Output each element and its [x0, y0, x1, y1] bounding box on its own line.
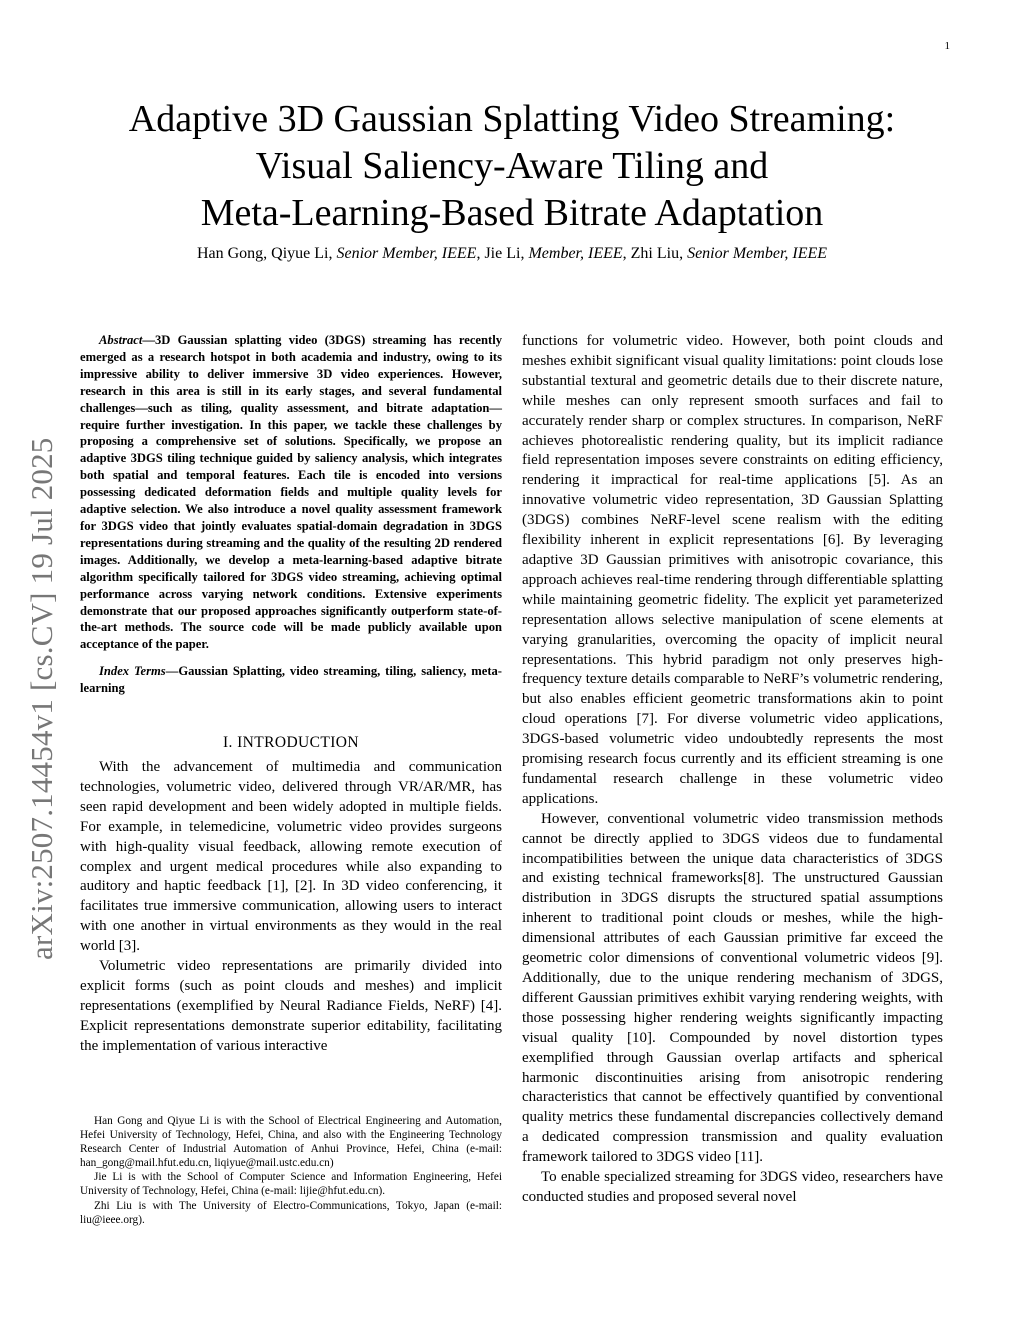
title-line: Adaptive 3D Gaussian Splatting Video Streaming: — [128, 98, 896, 140]
paragraph: With the advancement of multimedia and communication technologies, volumetric video, delivered through VR/AR/MR, has seen rapid development and been widely adopted in multiple fields. For example, in telemedicine, volumetric video provides surgeons with high-quality visual feedback, allowing remote execution of complex and urgent medical procedures while also expanding to auditory and haptic feedback [1], [2]. In 3D video conferencing, it facilitates true immersive communication, allowing users to interact with one another in virtual environments as they would in the real world [3]. — [80, 759, 502, 955]
author-membership: Senior Member, IEEE — [687, 245, 828, 262]
paragraph: To enable specialized streaming for 3DGS video, researchers have conducted studies and proposed several novel — [522, 1169, 943, 1205]
arxiv-identifier-stamp[interactable]: arXiv:2507.14454v1 [cs.CV] 19 Jul 2025 — [24, 437, 59, 960]
author-membership: Senior Member, IEEE — [336, 245, 477, 262]
author-names: Han Gong, Qiyue Li, — [196, 245, 337, 262]
abstract-label: Abstract — [99, 333, 143, 347]
left-column — [80, 332, 502, 1057]
index-terms-text: —Gaussian Splatting, video streaming, tiling, saliency, meta-learning — [80, 664, 503, 696]
right-column — [522, 332, 943, 1208]
abstract-text: —3D Gaussian splatting video (3DGS) streaming has recently emerged as a research hotspot in both academia and industry, owing to its impressive ability to deliver immersive 3D video experiences. However, research in this area is still in its early stages, and several fundamental challenges—such as tiling, quality assessment, and bitrate adaptation—require further investigation. In this paper, we tackle these challenges by proposing a comprehensive set of solutions. Specifically, we propose an adaptive 3DGS tiling technique guided by saliency analysis, which integrates both spatial and temporal features. Each tile is encoded into versions possessing dedicated deformation fields and multiple quality levels for adaptive selection. We also introduce a novel quality assessment framework for 3DGS video that jointly evaluates spatial-domain degradation in 3DGS representations during streaming and the quality of the resulting 2D rendered images. Additionally, we develop a meta-learning-based adaptive bitrate algorithm specifically tailored for 3DGS video streaming, achieving optimal performance across varying network conditions. Extensive experiments demonstrate that our proposed approaches significantly outperform state-of-the-art methods. The source code will be made publicly available upon acceptance of the paper. — [80, 333, 502, 652]
footnote: Jie Li is with the School of Computer Science and Information Engineering, Hefei University of Technology, Hefei, China (e-mail: lijie@hfut.edu.cn). — [80, 1171, 502, 1198]
title-line: Meta-Learning-Based Bitrate Adaptation — [200, 192, 824, 234]
author-list — [90, 242, 934, 266]
paragraph: Volumetric video representations are primarily divided into explicit forms (such as point clouds and meshes) and implicit representations (exemplified by Neural Radiance Fields, NeRF) [4]. Explicit representations demonstrate superior editability, facilitating the implementation of various interactive — [80, 958, 502, 1054]
affiliation-footnotes — [80, 1114, 502, 1227]
paragraph: functions for volumetric video. However, both point clouds and meshes exhibit significant visual quality limitations: point clouds lose substantial textural and geometric details due to their discrete nature, while meshes can only represent smooth surfaces and fail to accurately render sharp or complex structures. In comparison, NeRF achieves photorealistic rendering quality, but its implicit radiance field representation imposes severe constraints on editing efficiency, rendering it impractical for real-time applications [5]. As an innovative volumetric video representation, 3D Gaussian Splatting (3DGS) combines NeRF-level scene realism with the editing flexibility inherent in explicit representations [6]. By leveraging adaptive 3D Gaussian primitives with anisotropic covariance, this approach achieves real-time rendering through differentiable splatting while maintaining geometric fidelity. The explicit yet parameterized representation allows selective manipulation of scene elements at varying granularities, overcoming the opacity of implicit neural representations. This hybrid paradigm not only preserves high-frequency texture details comparable to NeRF’s volumetric rendering, but also enables efficient geometric transformations akin to point cloud operations [7]. For diverse volumetric video applications, 3DGS-based volumetric video undoubtedly represents the most promising research focus currently and its efficient streaming is one fundamental research challenge in these volumetric video applications. — [522, 333, 943, 807]
author-names: , Jie Li, — [476, 245, 529, 262]
abstract — [80, 332, 502, 653]
paper-title — [70, 96, 954, 237]
author-names: , Zhi Liu, — [622, 245, 688, 262]
index-terms — [80, 663, 502, 697]
title-line: Visual Saliency-Aware Tiling and — [255, 145, 769, 187]
footnote: Zhi Liu is with The University of Electro-Communications, Tokyo, Japan (e-mail: liu@ieee.org). — [80, 1199, 502, 1226]
paragraph: However, conventional volumetric video transmission methods cannot be directly applied to 3DGS videos due to fundamental incompatibilities between the unique data characteristics of 3DGS and existing technical frameworks[8]. The unstructured Gaussian distribution in 3DGS disrupts the structured spatial assumptions inherent to traditional point clouds or meshes, while the high-dimensional attributes of each Gaussian primitive far exceed the geometric color dimensions of conventional volumetric videos [9]. Additionally, due to the unique rendering mechanism of 3DGS, different Gaussian primitives exhibit varying rendering weights, with those possessing higher rendering weights significantly impacting visual quality [10]. Compounded by novel distortion types exemplified through Gaussian overlap artifacts and spherical harmonic discontinuities arising from anisotropic rendering characteristics that cannot be effectively quantified by conventional quality metrics these fundamental discrepancies collectively demand a dedicated compression transmission and quality evaluation framework tailored to 3DGS video [11]. — [522, 810, 943, 1166]
author-membership: Member, IEEE — [528, 245, 623, 262]
section-heading-introduction: I. INTRODUCTION — [222, 734, 359, 752]
page-number: 1 — [944, 40, 950, 52]
index-terms-label: Index Terms — [99, 664, 166, 679]
footnote: Han Gong and Qiyue Li is with the School of Electrical Engineering and Automation, Hefei University of Technology, Hefei, China, and also with the Engineering Technology Research Center of Industrial Automation of Anhui Province, Hefei, China (e-mail: han_gong@mail.hfut.edu.cn, liqiyue@mail.ustc.edu.cn) — [80, 1115, 502, 1170]
